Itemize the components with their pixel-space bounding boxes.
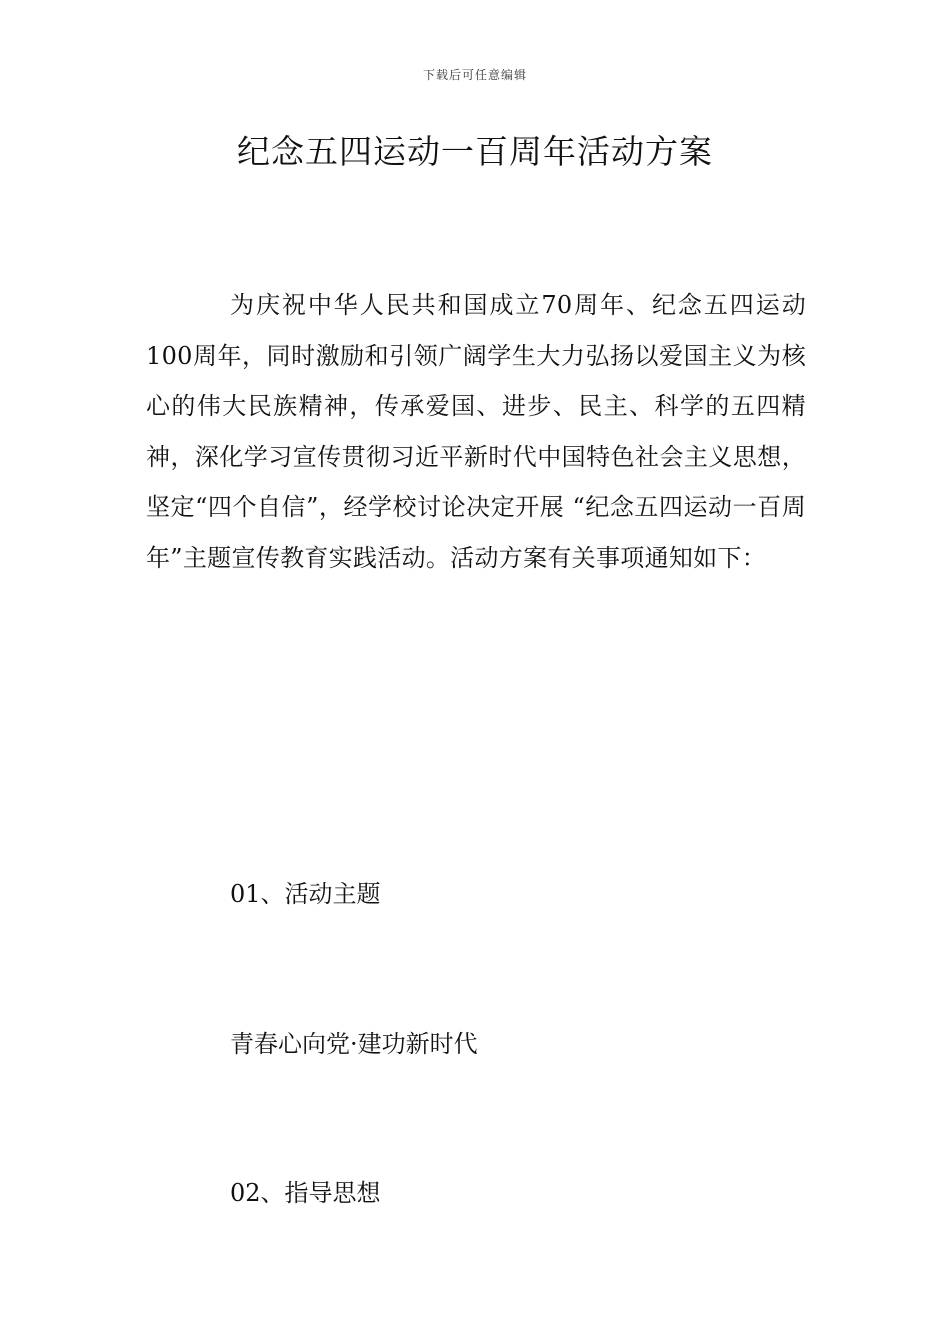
theme-text: 青春心向党·建功新时代: [230, 1030, 478, 1058]
section-heading-guiding-ideology: 02、指导思想: [230, 1179, 381, 1207]
document-title: 纪念五四运动一百周年活动方案: [237, 132, 713, 171]
intro-paragraph: 为庆祝中华人民共和国成立70周年、纪念五四运动100周年，同时激励和引领广阔学生大力弘扬以爱国主义为核心的伟大民族精神，传承爱国、进步、民主、科学的五四精神，深化学习宣传贯彻习近平新时代中国特色社会主义思想，坚定“四个自信”，经学校讨论决定开展 “纪念五四运动一百周年”主题宣传教育实践活动。活动方案有关事项通知如下：: [146, 291, 806, 572]
header-note: 下载后可任意编辑: [422, 68, 527, 82]
section-heading-theme: 01、活动主题: [230, 880, 381, 908]
